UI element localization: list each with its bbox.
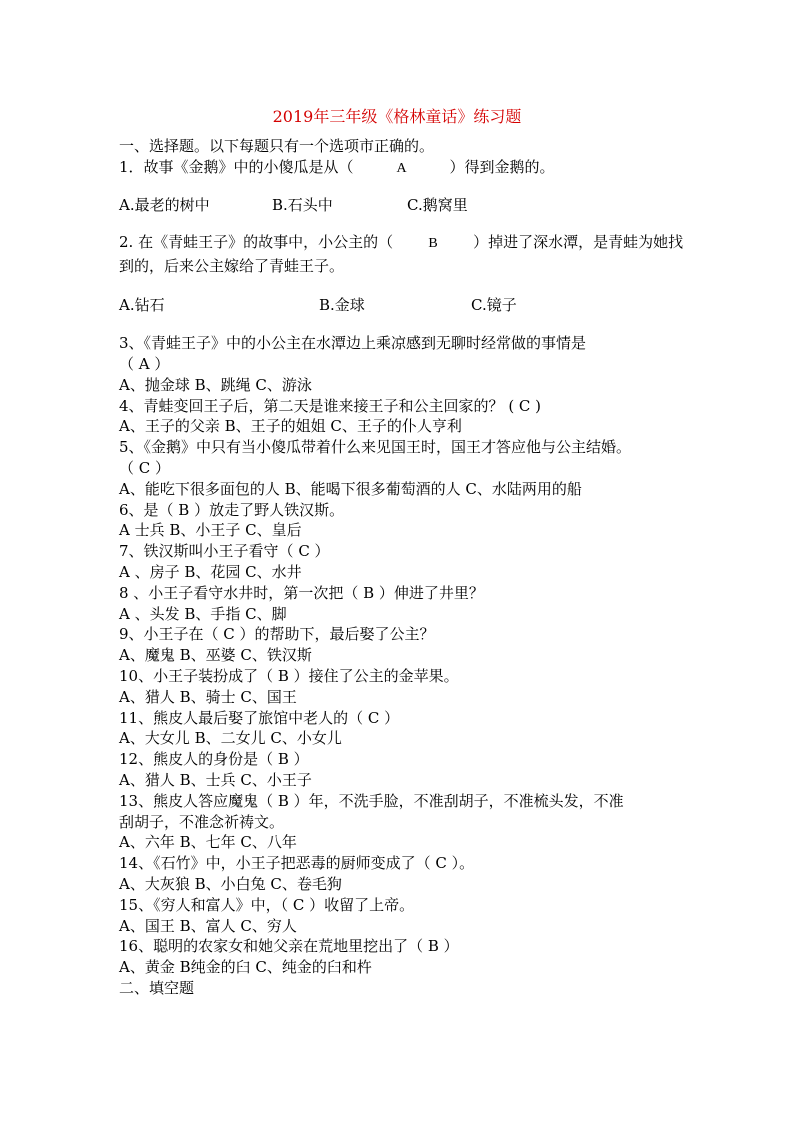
text-line: 5、《金鹅》中只有当小傻瓜带着什么来见国王时，国王才答应他与公主结婚。 xyxy=(119,438,632,457)
text-line: 13、熊皮人答应魔鬼（ B ）年，不洗手脸，不准刮胡子，不准梳头发，不准 xyxy=(119,791,624,810)
text-line: （ A ） xyxy=(119,354,170,373)
text-line: A 士兵 B、小王子 C、皇后 xyxy=(119,521,302,540)
option-b: B.石头中 xyxy=(272,195,333,214)
question-2-stem-start: 2. 在《青蛙王子》的故事中，小公主的（ xyxy=(119,233,394,252)
section-heading-fill: 二、填空题 xyxy=(119,978,195,997)
text-line: 10、小王子装扮成了（ B ）接住了公主的金苹果。 xyxy=(119,666,459,685)
question-1-stem xyxy=(119,157,691,178)
text-line: A 、头发 B、手指 C、脚 xyxy=(119,604,287,623)
text-line: 12、熊皮人的身份是（ B ） xyxy=(119,750,309,769)
text-line: A、大女儿 B、二女儿 C、小女儿 xyxy=(119,729,342,748)
text-line: 15、《穷人和富人》中，（ C ）收留了上帝。 xyxy=(119,895,415,914)
question-2-stem xyxy=(119,231,691,278)
text-line: A、国王 B、富人 C、穷人 xyxy=(119,916,297,935)
option-b: B.金球 xyxy=(319,296,365,315)
text-line: A、大灰狼 B、小白兔 C、卷毛狗 xyxy=(119,874,342,893)
question-list xyxy=(119,333,691,999)
text-line: A、王子的父亲 B、王子的姐姐 C、王子的仆人亨利 xyxy=(119,417,462,436)
option-c: C.镜子 xyxy=(471,296,517,315)
question-2-options xyxy=(119,295,691,316)
text-line: （ C ） xyxy=(119,458,171,477)
text-line: A 、房子 B、花园 C、水井 xyxy=(119,562,302,581)
option-a: A.最老的树中 xyxy=(119,195,210,214)
option-a: A.钻石 xyxy=(119,296,165,315)
text-line: A、猎人 B、骑士 C、国王 xyxy=(119,687,297,706)
text-line: 8 、小王子看守水井时，第一次把（ B ）伸进了井里？ xyxy=(119,583,484,602)
option-c: C.鹅窝里 xyxy=(407,195,468,214)
text-line: A、抛金球 B、跳绳 C、游泳 xyxy=(119,375,312,394)
text-line: 6、是（ B ）放走了野人铁汉斯。 xyxy=(119,500,345,519)
question-1-stem-end: ）得到金鹅的。 xyxy=(449,157,555,176)
document-body xyxy=(119,136,691,999)
text-line: A、能吃下很多面包的人 B、能喝下很多葡萄酒的人 C、水陆两用的船 xyxy=(119,479,582,498)
section-heading-choice: 一、选择题。以下每题只有一个选项市正确的。 xyxy=(119,137,435,155)
question-1-stem-start: 1．故事《金鹅》中的小傻瓜是从（ xyxy=(119,157,354,176)
text-line: 4、青蛙变回王子后，第二天是谁来接王子和公主回家的？ ( C ) xyxy=(119,396,542,415)
text-line: A、猎人 B、士兵 C、小王子 xyxy=(119,770,312,789)
question-1-options xyxy=(119,195,691,216)
text-line: 16、聪明的农家女和她父亲在荒地里挖出了（ B ） xyxy=(119,937,459,956)
text-line: 9、小王子在（ C ）的帮助下，最后娶了公主？ xyxy=(119,625,435,644)
text-line: 14、《石竹》中，小王子把恶毒的厨师变成了（ C ）。 xyxy=(119,854,475,873)
text-line: 11、熊皮人最后娶了旅馆中老人的（ C ） xyxy=(119,708,400,727)
text-line: 刮胡子，不准念祈祷文。 xyxy=(119,812,285,831)
page-title: 2019年三年级《格林童话》练习题 xyxy=(272,107,522,126)
text-line: 7、铁汉斯叫小王子看守（ C ） xyxy=(119,542,330,561)
text-line: A、魔鬼 B、巫婆 C、铁汉斯 xyxy=(119,646,312,665)
question-1-answer: A xyxy=(396,160,407,176)
text-line: A、六年 B、七年 C、八年 xyxy=(119,833,297,852)
text-line: 3、《青蛙王子》中的小公主在水潭边上乘凉感到无聊时经常做的事情是 xyxy=(119,334,587,353)
text-line: A、黄金 B纯金的臼 C、纯金的臼和杵 xyxy=(119,958,372,977)
question-2-answer: B xyxy=(428,236,438,252)
question-2-stem-end: ）掉进了深水潭，是青蛙为她找到的，后来公主嫁给了青蛙王子。 xyxy=(119,233,684,276)
